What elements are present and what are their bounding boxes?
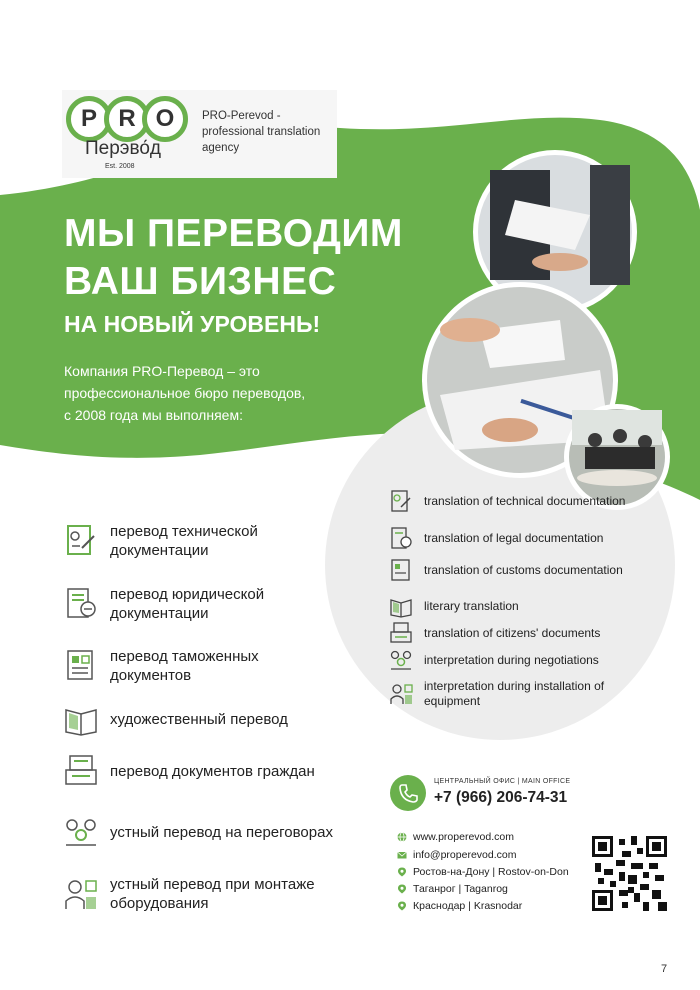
logo-letter-p: P — [66, 96, 112, 142]
citizens-doc-icon — [62, 752, 100, 790]
installation-icon — [388, 681, 414, 707]
technical-doc-icon — [388, 488, 414, 514]
logo-description — [202, 108, 320, 156]
logo-desc-line: PRO-Perevod - — [202, 110, 281, 122]
service-text: устный перевод на переговорах — [110, 823, 333, 841]
headline-line-3: НА НОВЫЙ УРОВЕНЬ! — [64, 311, 321, 337]
installation-icon — [62, 875, 100, 913]
legal-doc-icon — [62, 585, 100, 623]
logo-desc-line: professional translation — [202, 126, 321, 138]
contact-email[interactable] — [397, 849, 516, 861]
negotiation-icon — [62, 813, 100, 851]
service-text: перевод таможенных документов — [110, 648, 259, 684]
page-number: 7 — [661, 963, 668, 975]
service-item-en — [388, 647, 639, 673]
logo-letter-o: O — [142, 96, 188, 142]
service-item-en — [388, 525, 639, 551]
contact-city — [397, 883, 508, 895]
intro-line: с 2008 года мы выполняем: — [64, 407, 243, 423]
service-item-ru — [62, 700, 340, 738]
website-text: www.properevod.com — [413, 831, 514, 843]
email-text: info@properevod.com — [413, 849, 517, 861]
intro-line: Компания PRO-Перевод – это — [64, 363, 260, 379]
globe-icon — [397, 832, 407, 842]
book-icon — [62, 700, 100, 738]
service-item-ru — [62, 813, 340, 851]
service-item-ru — [62, 585, 340, 623]
legal-doc-icon — [388, 525, 414, 551]
service-text: художественный перевод — [110, 710, 288, 728]
qr-code[interactable] — [592, 836, 667, 911]
service-text: перевод юридической документации — [110, 586, 265, 622]
headline-line-2: ВАШ БИЗНЕС — [64, 260, 337, 303]
contact-city — [397, 900, 522, 912]
logo-desc-line: agency — [202, 142, 240, 154]
phone-number[interactable]: +7 (966) 206-74-31 — [434, 789, 568, 806]
service-item-ru — [62, 647, 340, 685]
city-text: Таганрог | Taganrog — [413, 883, 508, 895]
service-text-en: translation of technical documentation — [424, 493, 626, 508]
service-item-en — [388, 620, 639, 646]
logo-letter-r: R — [104, 96, 150, 142]
office-label: ЦЕНТРАЛЬНЫЙ ОФИС | MAIN OFFICE — [434, 778, 571, 785]
service-item-en — [388, 488, 639, 514]
location-pin-icon — [397, 901, 407, 911]
citizens-doc-icon — [388, 620, 414, 646]
service-item-en — [388, 593, 639, 619]
technical-doc-icon — [62, 522, 100, 560]
contact-website[interactable] — [397, 831, 514, 843]
service-text-en: translation of customs documentation — [424, 562, 623, 577]
logo-subtitle: Перэво́д — [85, 138, 162, 159]
logo-established: Est. 2008 — [105, 163, 135, 170]
customs-doc-icon — [62, 647, 100, 685]
service-text-en: literary translation — [424, 598, 519, 613]
service-text: устный перевод при монтаже оборудования — [110, 876, 315, 912]
headline-line-1: МЫ ПЕРЕВОДИМ — [64, 212, 403, 255]
city-text: Ростов-на-Дону | Rostov-on-Don — [413, 866, 569, 878]
service-item-ru — [62, 522, 340, 560]
location-pin-icon — [397, 884, 407, 894]
service-item-ru — [62, 875, 340, 913]
contact-city — [397, 866, 569, 878]
intro-text — [64, 360, 364, 426]
service-item-en — [388, 557, 639, 583]
service-text-en: translation of citizens' documents — [424, 625, 601, 640]
service-text: перевод технической документации — [110, 523, 258, 559]
service-text-en: interpretation during negotiations — [424, 652, 599, 667]
service-text: перевод документов граждан — [110, 762, 315, 780]
customs-doc-icon — [388, 557, 414, 583]
service-item-en — [388, 679, 639, 709]
location-pin-icon — [397, 867, 407, 877]
service-item-ru — [62, 752, 340, 790]
book-icon — [388, 593, 414, 619]
service-text-en: interpretation during installation of equipment — [424, 679, 605, 708]
mail-icon — [397, 850, 407, 860]
negotiation-icon — [388, 647, 414, 673]
intro-line: профессиональное бюро переводов, — [64, 385, 306, 401]
city-text: Краснодар | Krasnodar — [413, 900, 523, 912]
service-text-en: translation of legal documentation — [424, 530, 604, 545]
phone-icon — [390, 775, 426, 811]
